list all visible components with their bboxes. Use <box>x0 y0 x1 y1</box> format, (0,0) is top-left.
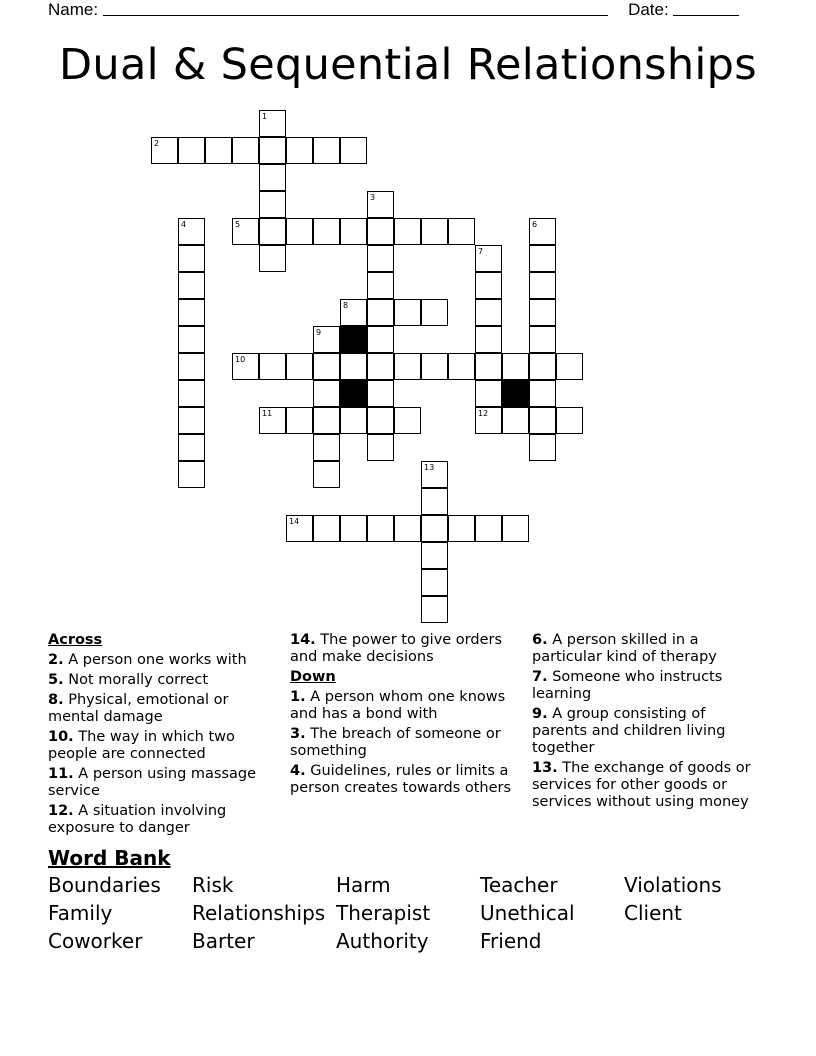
crossword-cell[interactable] <box>178 461 205 488</box>
crossword-cell[interactable] <box>313 137 340 164</box>
crossword-cell[interactable] <box>367 434 394 461</box>
crossword-cell[interactable] <box>313 407 340 434</box>
crossword-cell[interactable] <box>394 353 421 380</box>
crossword-cell[interactable] <box>286 407 313 434</box>
crossword-cell[interactable] <box>367 326 394 353</box>
crossword-cell[interactable] <box>529 380 556 407</box>
clue-number: 13 <box>424 463 435 472</box>
clue-number: 11 <box>262 409 273 418</box>
crossword-cell[interactable] <box>259 164 286 191</box>
crossword-cell[interactable] <box>475 380 502 407</box>
clue-across-10: 10. The way in which two people are connected <box>48 729 235 762</box>
crossword-cell[interactable] <box>529 407 556 434</box>
clue-column-1 <box>48 630 273 840</box>
crossword-cell[interactable] <box>313 218 340 245</box>
crossword-cell[interactable] <box>367 191 394 218</box>
crossword-cell[interactable] <box>178 434 205 461</box>
crossword-cell[interactable] <box>421 542 448 569</box>
crossword-cell[interactable] <box>205 137 232 164</box>
crossword-cell[interactable] <box>259 137 286 164</box>
word-bank-item: Unethical <box>480 901 575 925</box>
crossword-cell[interactable] <box>367 245 394 272</box>
clue-down-9: 9. A group consisting of parents and children living together <box>532 706 726 756</box>
crossword-cell[interactable] <box>178 326 205 353</box>
crossword-cell[interactable] <box>529 326 556 353</box>
crossword-cell[interactable] <box>394 218 421 245</box>
crossword-cell[interactable] <box>340 299 367 326</box>
crossword-block <box>340 326 367 353</box>
clue-number: 9 <box>316 328 322 337</box>
clue-number: 6 <box>532 220 538 229</box>
crossword-cell[interactable] <box>178 407 205 434</box>
crossword-cell[interactable] <box>259 218 286 245</box>
crossword-cell[interactable] <box>529 245 556 272</box>
crossword-block <box>340 380 367 407</box>
clue-down-13: 13. The exchange of goods or services for other goods or services without using money <box>532 760 751 810</box>
name-field[interactable] <box>103 0 608 16</box>
crossword-cell[interactable] <box>502 407 529 434</box>
clue-number: 8 <box>343 301 349 310</box>
clue-number: 5 <box>235 220 241 229</box>
crossword-cell[interactable] <box>178 272 205 299</box>
across-heading: Across <box>48 632 103 648</box>
page-title: Dual & Sequential Relationships <box>59 40 757 90</box>
crossword-cell[interactable] <box>421 299 448 326</box>
clue-across-12: 12. A situation involving exposure to danger <box>48 803 227 836</box>
crossword-cell[interactable] <box>313 515 340 542</box>
crossword-cell[interactable] <box>178 218 205 245</box>
word-bank-item: Barter <box>192 929 255 953</box>
crossword-cell[interactable] <box>448 218 475 245</box>
crossword-cell[interactable] <box>151 137 178 164</box>
crossword-cell[interactable] <box>259 353 286 380</box>
crossword-cell[interactable] <box>367 299 394 326</box>
crossword-cell[interactable] <box>502 353 529 380</box>
crossword-cell[interactable] <box>421 353 448 380</box>
word-bank-item: Authority <box>336 929 429 953</box>
crossword-cell[interactable] <box>286 137 313 164</box>
crossword-cell[interactable] <box>475 353 502 380</box>
clue-across-5: 5. Not morally correct <box>48 672 209 688</box>
header-line <box>48 0 748 20</box>
crossword-cell[interactable] <box>286 218 313 245</box>
clue-number: 4 <box>181 220 187 229</box>
crossword-cell[interactable] <box>475 326 502 353</box>
crossword-cell[interactable] <box>232 137 259 164</box>
clue-column-2 <box>290 630 515 800</box>
crossword-cell[interactable] <box>259 110 286 137</box>
crossword-cell[interactable] <box>340 515 367 542</box>
crossword-cell[interactable] <box>529 218 556 245</box>
word-bank-item: Teacher <box>480 873 558 897</box>
crossword-cell[interactable] <box>313 434 340 461</box>
clue-down-7: 7. Someone who instructs learning <box>532 669 723 702</box>
crossword-cell[interactable] <box>313 353 340 380</box>
clue-down-3: 3. The breach of someone or something <box>290 726 501 759</box>
word-bank-item: Therapist <box>336 901 431 925</box>
crossword-cell[interactable] <box>421 488 448 515</box>
crossword-cell[interactable] <box>313 380 340 407</box>
word-bank-item: Relationships <box>192 901 326 925</box>
crossword-cell[interactable] <box>421 569 448 596</box>
crossword-cell[interactable] <box>340 137 367 164</box>
crossword-cell[interactable] <box>556 353 583 380</box>
clue-number: 14 <box>289 517 300 526</box>
crossword-cell[interactable] <box>529 434 556 461</box>
clue-number: 3 <box>370 193 376 202</box>
word-bank-item: Family <box>48 901 113 925</box>
clue-down-4: 4. Guidelines, rules or limits a person creates towards others <box>290 763 512 796</box>
word-bank-item: Coworker <box>48 929 143 953</box>
crossword-cell[interactable] <box>475 272 502 299</box>
crossword-block <box>502 380 529 407</box>
crossword-cell[interactable] <box>178 380 205 407</box>
crossword-cell[interactable] <box>421 218 448 245</box>
crossword-cell[interactable] <box>232 353 259 380</box>
crossword-cell[interactable] <box>259 245 286 272</box>
clue-number: 12 <box>478 409 489 418</box>
crossword-cell[interactable] <box>259 407 286 434</box>
clue-number: 1 <box>262 112 268 121</box>
clue-across-11: 11. A person using massage service <box>48 766 257 799</box>
crossword-cell[interactable] <box>529 272 556 299</box>
crossword-cell[interactable] <box>421 596 448 623</box>
crossword-cell[interactable] <box>313 326 340 353</box>
crossword-cell[interactable] <box>475 299 502 326</box>
word-bank-item: Risk <box>192 873 234 897</box>
word-bank-item: Client <box>624 901 682 925</box>
clue-down-1: 1. A person whom one knows and has a bond with <box>290 689 506 722</box>
crossword-cell[interactable] <box>394 407 421 434</box>
clue-number: 7 <box>478 247 484 256</box>
crossword-cell[interactable] <box>367 407 394 434</box>
crossword-cell[interactable] <box>340 407 367 434</box>
crossword-cell[interactable] <box>286 515 313 542</box>
crossword-cell[interactable] <box>340 353 367 380</box>
crossword-cell[interactable] <box>475 407 502 434</box>
crossword-cell[interactable] <box>556 407 583 434</box>
clue-number: 2 <box>154 139 160 148</box>
date-label: Date: <box>628 0 669 19</box>
crossword-cell[interactable] <box>421 515 448 542</box>
crossword-cell[interactable] <box>475 245 502 272</box>
clue-down-6: 6. A person skilled in a particular kind of therapy <box>532 632 717 665</box>
crossword-cell[interactable] <box>475 515 502 542</box>
word-bank-title: Word Bank <box>48 846 171 870</box>
crossword-cell[interactable] <box>286 353 313 380</box>
clue-number: 10 <box>235 355 246 364</box>
crossword-cell[interactable] <box>178 137 205 164</box>
crossword-cell[interactable] <box>367 380 394 407</box>
word-bank <box>48 873 768 953</box>
crossword-cell[interactable] <box>178 353 205 380</box>
crossword-cell[interactable] <box>394 299 421 326</box>
word-bank-item: Boundaries <box>48 873 161 897</box>
crossword-cell[interactable] <box>367 272 394 299</box>
word-bank-item: Friend <box>480 929 542 953</box>
word-bank-item: Harm <box>336 873 391 897</box>
crossword-cell[interactable] <box>367 218 394 245</box>
date-field[interactable] <box>673 0 739 16</box>
crossword-cell[interactable] <box>529 299 556 326</box>
crossword-cell[interactable] <box>448 515 475 542</box>
clue-across-8: 8. Physical, emotional or mental damage <box>48 692 229 725</box>
crossword-cell[interactable] <box>421 461 448 488</box>
name-label: Name: <box>48 0 99 19</box>
clue-across-2: 2. A person one works with <box>48 652 247 668</box>
crossword-cell[interactable] <box>340 218 367 245</box>
down-heading: Down <box>290 669 336 685</box>
word-bank-item: Violations <box>624 873 722 897</box>
crossword-cell[interactable] <box>178 299 205 326</box>
crossword-cell[interactable] <box>502 515 529 542</box>
crossword-cell[interactable] <box>448 353 475 380</box>
crossword-cell[interactable] <box>313 461 340 488</box>
crossword-cell[interactable] <box>232 218 259 245</box>
crossword-cell[interactable] <box>529 353 556 380</box>
crossword-cell[interactable] <box>367 353 394 380</box>
crossword-cell[interactable] <box>394 515 421 542</box>
clue-across-14: 14. The power to give orders and make decisions <box>290 632 503 665</box>
clue-column-3 <box>532 630 764 814</box>
crossword-cell[interactable] <box>367 515 394 542</box>
crossword-cell[interactable] <box>178 245 205 272</box>
crossword-cell[interactable] <box>259 191 286 218</box>
